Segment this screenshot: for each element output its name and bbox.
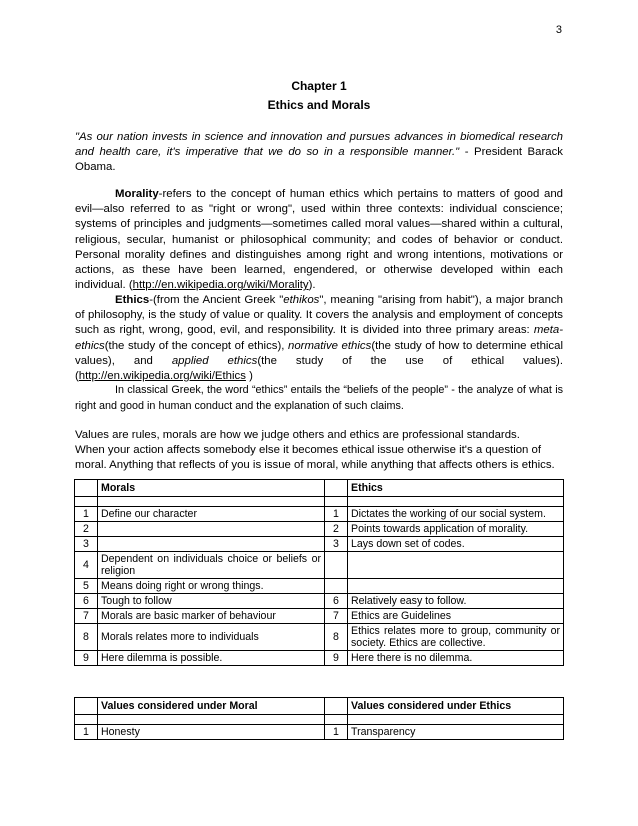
table-cell-moral — [98, 537, 325, 552]
header-values-ethics: Values considered under Ethics — [348, 698, 564, 715]
table-header-row — [75, 480, 564, 497]
values-body — [75, 715, 564, 740]
table-cell-e-num: 1 — [325, 725, 348, 740]
ethics-text-4: (the study of how to determine ethical values), and — [75, 339, 563, 367]
table-cell-moral: Means doing right or wrong things. — [98, 579, 325, 594]
table-cell-m-num: 4 — [75, 552, 98, 579]
table-cell-e-num: 3 — [325, 537, 348, 552]
table-cell-moral: Tough to follow — [98, 594, 325, 609]
morality-text: -refers to the concept of human ethics which pertains to matters of good and evil—also referred to as "right or wrong", used within three contexts: individual conscience; systems of principles and judgments—sometimes called moral values—shared within a cultural, religious, secular, humanist or philosophical community; and codes of behavior or conduct. Personal morality defines and distinguishes among right and wrong intentions, motivations or actions, as these have been learned, engendered, or otherwise developed within each individual. ( — [75, 188, 563, 292]
table-row — [75, 507, 564, 522]
ethics-link[interactable]: http://en.wikipedia.org/wiki/Ethics — [78, 370, 246, 383]
ethikos-term: ethikos — [283, 294, 320, 306]
table-cell-m-num: 9 — [75, 651, 98, 666]
morality-link[interactable]: http://en.wikipedia.org/wiki/Morality — [132, 279, 309, 292]
values-paragraph — [75, 428, 563, 474]
table-cell-m-num: 3 — [75, 537, 98, 552]
table-row — [75, 537, 564, 552]
header-spacer — [75, 698, 98, 715]
morals-ethics-table — [74, 479, 564, 666]
table-cell-e-num: 6 — [325, 594, 348, 609]
table-cell-e-num: 2 — [325, 522, 348, 537]
table-row — [75, 552, 564, 579]
header-morals: Morals — [98, 480, 325, 497]
header-spacer — [75, 480, 98, 497]
quote-attribution: - President Barack Obama. — [75, 146, 564, 174]
table-row — [75, 579, 564, 594]
ethics-text-3: (the study of the concept of ethics), — [104, 339, 288, 352]
table-cell-m-num: 1 — [75, 725, 98, 740]
morals-ethics-body — [75, 497, 564, 666]
page-number: 3 — [555, 24, 562, 36]
header-values-moral: Values considered under Moral — [98, 698, 325, 715]
ethics-text-1: -(from the Ancient Greek " — [149, 294, 284, 306]
values-line-2: When your action affects somebody else it becomes ethical issue otherwise it's a question of moral. Anything that reflects of you is issue of moral, while anything that affects others is ethics. — [75, 444, 555, 472]
table-cell-ethic: Ethics relates more to group, community or society. Ethics are collective. — [348, 624, 564, 651]
table-header-row — [75, 698, 564, 715]
values-line-1: Values are rules, morals are how we judge others and ethics are professional standards. — [75, 429, 520, 441]
morality-term: Morality — [115, 188, 159, 200]
table-cell-moral — [98, 522, 325, 537]
table-cell-m-num: 1 — [75, 507, 98, 522]
chapter-label: Chapter 1 — [291, 79, 347, 93]
table-cell-ethic — [348, 552, 564, 579]
meta-ethics-term: meta-ethics — [75, 324, 563, 352]
table-cell-ethic: Lays down set of codes. — [348, 537, 564, 552]
table-row — [75, 594, 564, 609]
table-cell-e-num: 1 — [325, 507, 348, 522]
table-cell-e-num: 7 — [325, 609, 348, 624]
ethics-text-2: ", meaning "arising from habit"), a major branch of philosophy, is the study of value or quality. It covers the analysis and employment of concepts such as right, wrong, good, evil, and responsibility. It is divided into three primary areas: — [75, 294, 564, 337]
table-cell-m-num: 5 — [75, 579, 98, 594]
spacer-row — [75, 715, 564, 725]
table-cell-moral: Dependent on individuals choice or beliefs or religion — [98, 552, 325, 579]
table-cell-ethic: Points towards application of morality. — [348, 522, 564, 537]
header-spacer — [325, 698, 348, 715]
chapter-title: Ethics and Morals — [267, 98, 371, 112]
header-spacer — [325, 480, 348, 497]
table-cell-e-num: 9 — [325, 651, 348, 666]
morality-paragraph — [75, 187, 563, 293]
table-cell-moral: Morals relates more to individuals — [98, 624, 325, 651]
table-cell-e-num — [325, 552, 348, 579]
table-row — [75, 651, 564, 666]
table-cell-ethic: Here there is no dilemma. — [348, 651, 564, 666]
table-row — [75, 624, 564, 651]
values-table — [74, 697, 564, 740]
table-row — [75, 522, 564, 537]
ethics-paragraph — [75, 293, 563, 384]
table-cell-ethic: Dictates the working of our social system. — [348, 507, 564, 522]
table-cell-e-num: 8 — [325, 624, 348, 651]
table-cell-ethic: Relatively easy to follow. — [348, 594, 564, 609]
header-ethics: Ethics — [348, 480, 564, 497]
classical-text: In classical Greek, the word “ethics” entails the “beliefs of the people” - the analyze of what is right and good in human conduct and the explanation of such claims. — [75, 384, 563, 412]
classical-paragraph — [75, 382, 563, 414]
quote-paragraph — [75, 130, 563, 176]
morality-tail: ). — [308, 279, 316, 292]
table-cell-moral: Define our character — [98, 507, 325, 522]
table-cell-ethic: Ethics are Guidelines — [348, 609, 564, 624]
normative-ethics-term: normative ethics — [287, 339, 372, 352]
table-cell-m-num: 6 — [75, 594, 98, 609]
spacer-row — [75, 497, 564, 507]
table-cell-e-num — [325, 579, 348, 594]
table-cell-ethic: Transparency — [348, 725, 564, 740]
table-cell-ethic — [348, 579, 564, 594]
quote-text: "As our nation invests in science and innovation and pursues advances in biomedical research and health care, it's imperative that we do so in a responsible manner." — [75, 131, 563, 159]
table-row — [75, 725, 564, 740]
ethics-text-5: (the study of the use of ethical values). ( — [75, 354, 563, 383]
applied-ethics-term: applied ethics — [171, 354, 258, 367]
table-cell-m-num: 2 — [75, 522, 98, 537]
table-cell-moral: Morals are basic marker of behaviour — [98, 609, 325, 624]
table-row — [75, 609, 564, 624]
table-cell-moral: Here dilemma is possible. — [98, 651, 325, 666]
table-cell-moral: Honesty — [98, 725, 325, 740]
table-cell-m-num: 7 — [75, 609, 98, 624]
ethics-term: Ethics — [115, 294, 150, 306]
table-cell-m-num: 8 — [75, 624, 98, 651]
ethics-tail: ) — [245, 370, 253, 383]
